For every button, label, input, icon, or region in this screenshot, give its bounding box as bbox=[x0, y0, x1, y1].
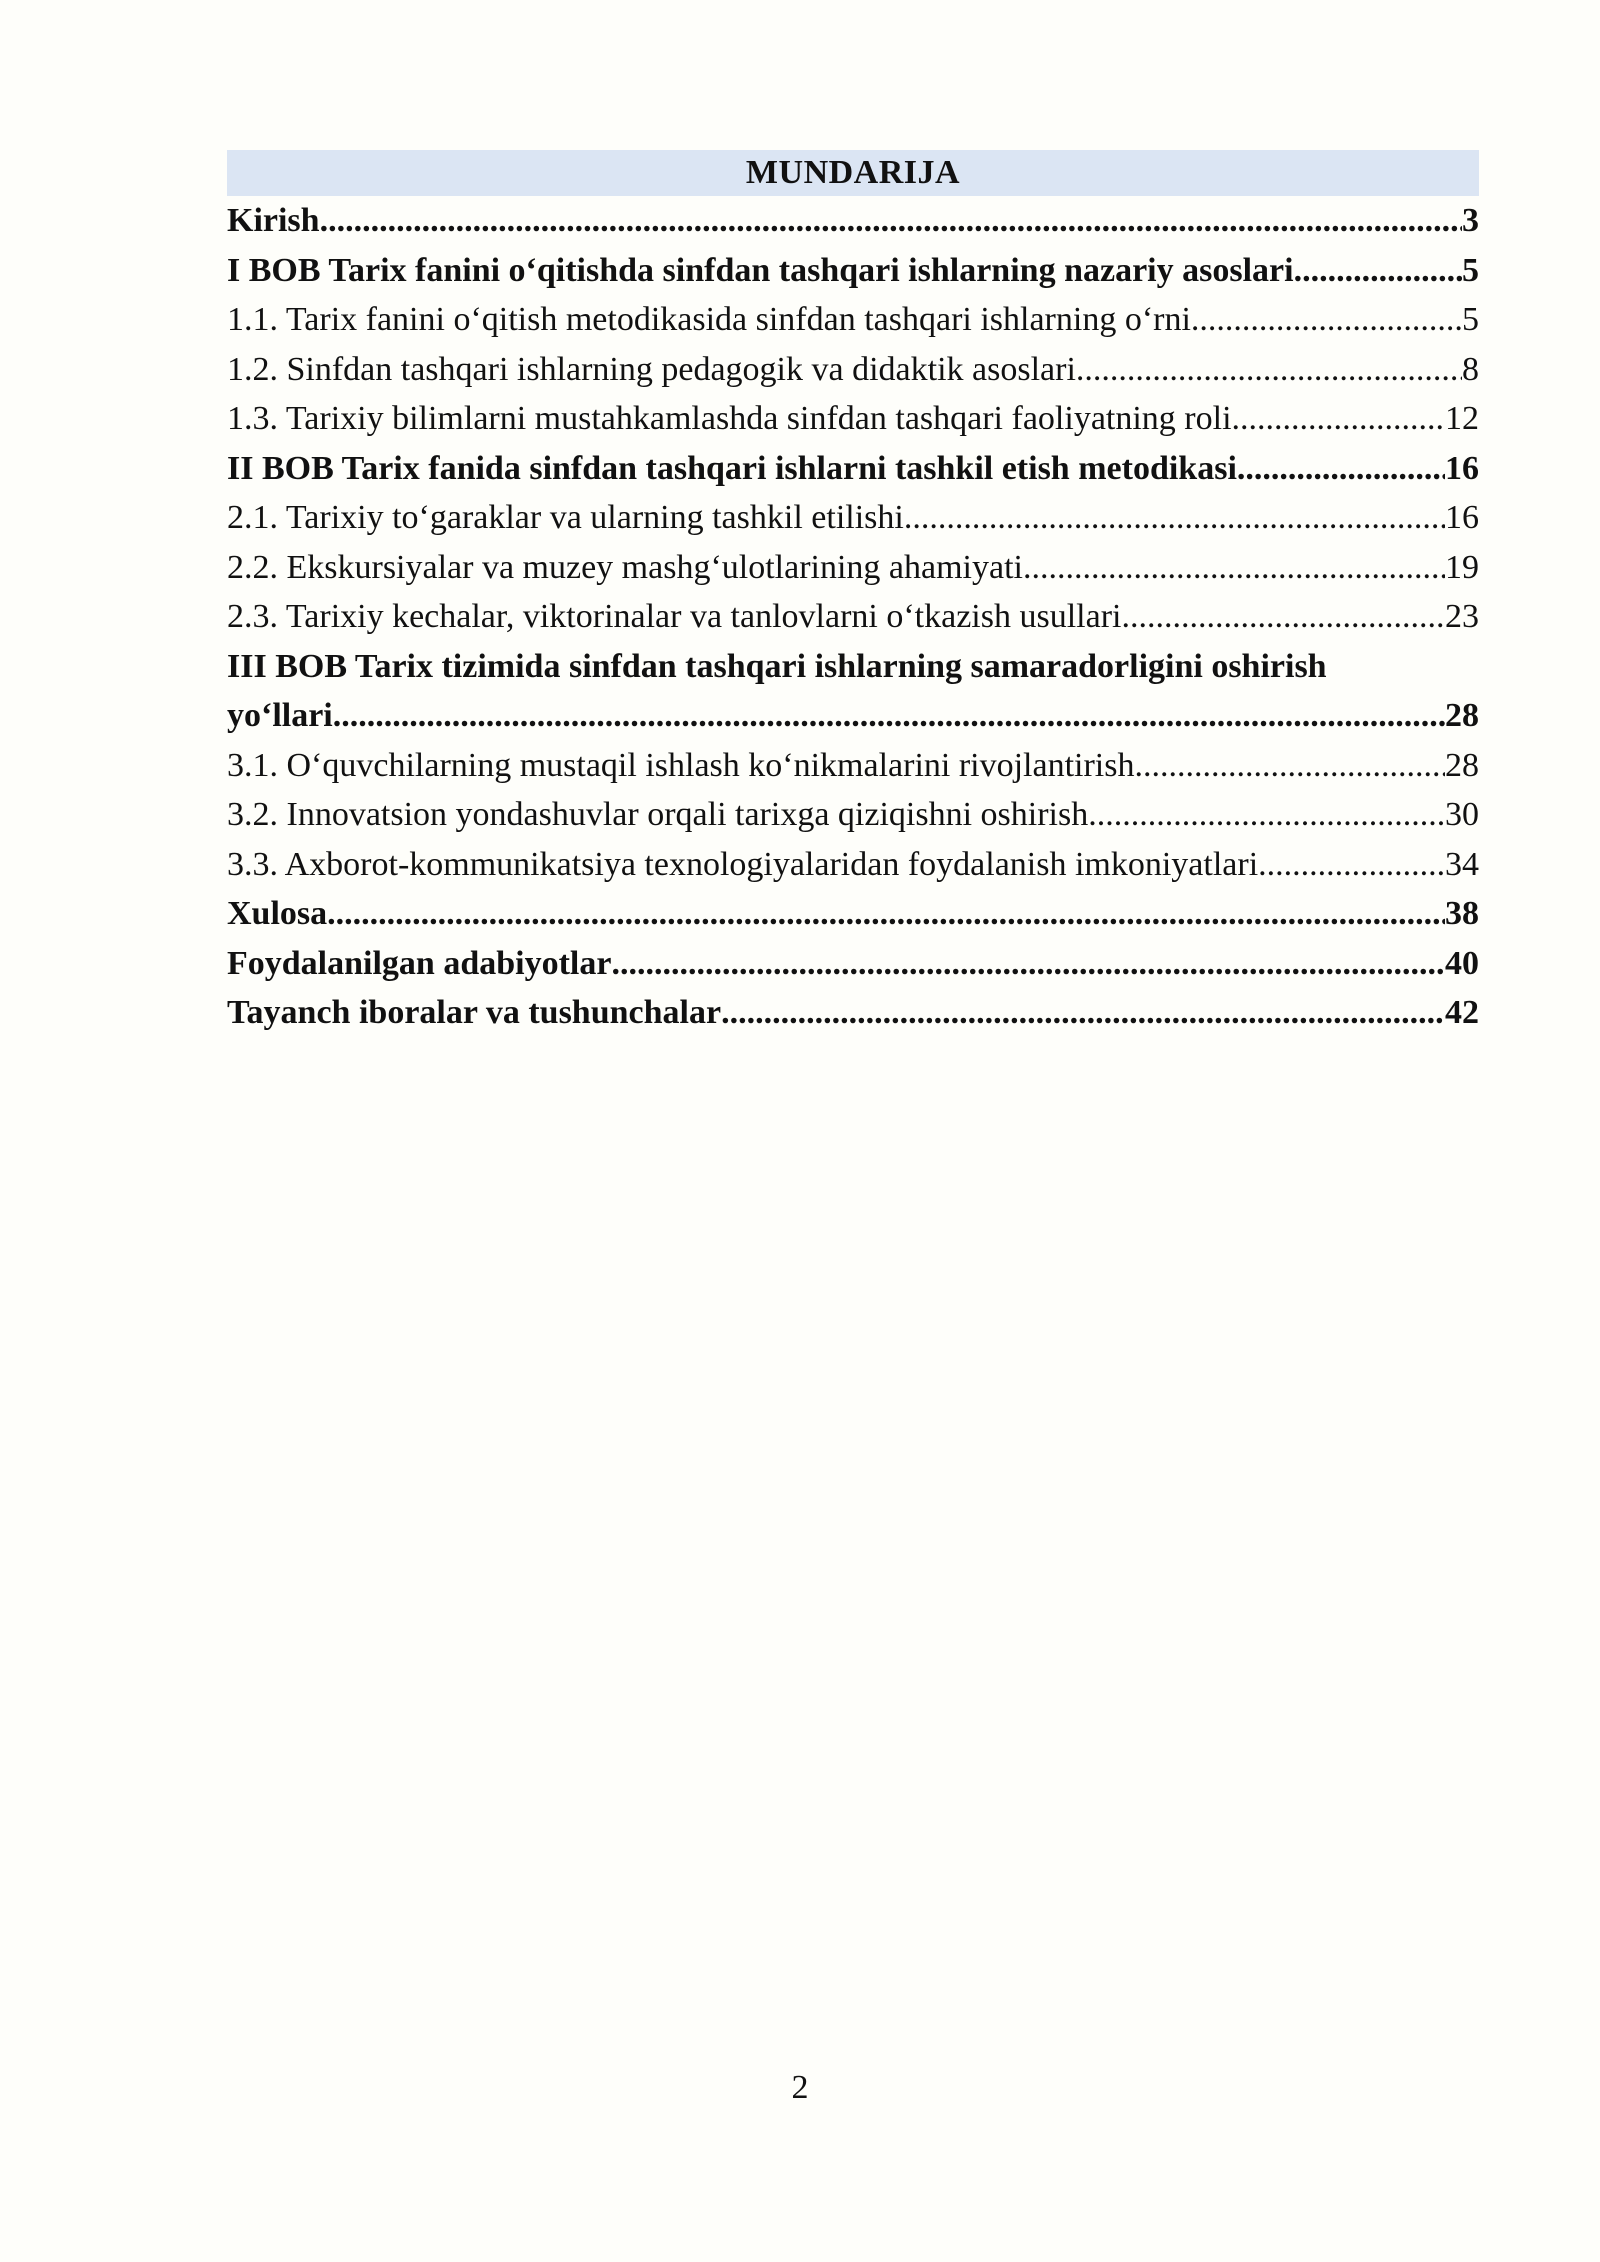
toc-entry-title: 3.2. Innovatsion yondashuvlar orqali tarixga qiziqishni oshirish bbox=[227, 796, 1089, 833]
toc-dot-leader bbox=[1076, 345, 1462, 395]
toc-entry[interactable] bbox=[227, 939, 1479, 989]
toc-entry-page: 23 bbox=[1445, 598, 1479, 635]
toc-entry-title: 2.1. Tarixiy to‘garaklar va ularning tashkil etilishi bbox=[227, 499, 904, 536]
toc-dot-leader bbox=[1023, 543, 1445, 593]
toc-entry-title: 2.3. Tarixiy kechalar, viktorinalar va tanlovlarni o‘tkazish usullari bbox=[227, 598, 1122, 635]
toc-entry-title: I BOB Tarix fanini o‘qitishda sinfdan tashqari ishlarning nazariy asoslari bbox=[227, 251, 1294, 289]
table-of-contents bbox=[227, 150, 1479, 1038]
toc-entry-title: 2.2. Ekskursiyalar va muzey mashg‘ulotlarining ahamiyati bbox=[227, 548, 1023, 586]
toc-entry[interactable] bbox=[227, 889, 1479, 939]
toc-entry-page: 12 bbox=[1445, 400, 1479, 437]
toc-entry-title: Kirish bbox=[227, 202, 320, 239]
toc-entry-title: 3.3. Axborot-kommunikatsiya texnologiyalaridan foydalanish imkoniyatlari bbox=[227, 845, 1259, 883]
toc-entry-continuation bbox=[227, 691, 1479, 741]
toc-entry-title-line1: III BOB Tarix tizimida sinfdan tashqari ishlarning samaradorligini oshirish bbox=[227, 647, 1327, 685]
toc-entry[interactable] bbox=[227, 790, 1479, 840]
toc-entry-page: 30 bbox=[1445, 796, 1479, 833]
page-number: 2 bbox=[791, 2069, 809, 2106]
toc-dot-leader bbox=[1294, 246, 1462, 296]
toc-entry[interactable] bbox=[227, 196, 1479, 246]
toc-entry[interactable] bbox=[227, 988, 1479, 1038]
toc-dot-leader bbox=[1258, 840, 1445, 890]
toc-dot-leader bbox=[611, 939, 1445, 989]
toc-entry-page: 3 bbox=[1462, 202, 1479, 239]
toc-entry-title: Xulosa bbox=[227, 895, 328, 932]
toc-entry[interactable] bbox=[227, 394, 1479, 444]
toc-entry-page: 28 bbox=[1445, 697, 1479, 734]
toc-entry-title: Tayanch iboralar va tushunchalar bbox=[227, 994, 722, 1031]
toc-entry-page: 16 bbox=[1445, 499, 1479, 536]
toc-entry[interactable] bbox=[227, 444, 1479, 494]
toc-dot-leader bbox=[1121, 592, 1445, 642]
toc-entry-page: 8 bbox=[1462, 350, 1479, 388]
toc-entry[interactable] bbox=[227, 246, 1479, 296]
toc-dot-leader bbox=[320, 196, 1462, 246]
toc-dot-leader bbox=[327, 889, 1445, 939]
toc-entry[interactable] bbox=[227, 741, 1479, 791]
toc-heading: MUNDARIJA bbox=[227, 150, 1479, 196]
toc-dot-leader bbox=[904, 493, 1445, 543]
toc-dot-leader bbox=[1134, 741, 1445, 791]
toc-dot-leader bbox=[333, 691, 1445, 741]
toc-dot-leader bbox=[1088, 790, 1445, 840]
toc-entry-title: 1.2. Sinfdan tashqari ishlarning pedagogik va didaktik asoslari bbox=[227, 350, 1076, 388]
toc-entry-title: Foydalanilgan adabiyotlar bbox=[227, 944, 612, 982]
toc-entry[interactable] bbox=[227, 543, 1479, 593]
toc-entry[interactable] bbox=[227, 493, 1479, 543]
toc-entry-page: 42 bbox=[1445, 994, 1479, 1031]
toc-entry-page: 5 bbox=[1462, 251, 1479, 289]
toc-entry-page: 5 bbox=[1462, 301, 1479, 338]
toc-entry-page: 28 bbox=[1445, 746, 1479, 784]
toc-entry-title: yo‘llari bbox=[227, 697, 333, 734]
toc-entry-page: 19 bbox=[1445, 548, 1479, 586]
toc-dot-leader bbox=[721, 988, 1445, 1038]
toc-entry-title: II BOB Tarix fanida sinfdan tashqari ishlarni tashkil etish metodikasi bbox=[227, 449, 1237, 487]
toc-dot-leader bbox=[1232, 394, 1445, 444]
toc-entry-page: 16 bbox=[1445, 449, 1479, 487]
toc-entry[interactable] bbox=[227, 840, 1479, 890]
toc-entry-title: 1.3. Tarixiy bilimlarni mustahkamlashda sinfdan tashqari faoliyatning roli bbox=[227, 400, 1232, 437]
toc-entry[interactable] bbox=[227, 295, 1479, 345]
toc-entry-title: 1.1. Tarix fanini o‘qitish metodikasida sinfdan tashqari ishlarning o‘rni bbox=[227, 301, 1191, 338]
toc-entry-page: 38 bbox=[1445, 895, 1479, 932]
toc-dot-leader bbox=[1191, 295, 1462, 345]
toc-entry[interactable] bbox=[227, 345, 1479, 395]
toc-entry-page: 40 bbox=[1445, 944, 1479, 982]
toc-entry[interactable] bbox=[227, 642, 1479, 741]
toc-dot-leader bbox=[1237, 444, 1445, 494]
toc-entry-page: 34 bbox=[1445, 845, 1479, 883]
toc-entry[interactable] bbox=[227, 592, 1479, 642]
toc-entry-title: 3.1. O‘quvchilarning mustaqil ishlash ko‘nikmalarini rivojlantirish bbox=[227, 746, 1135, 784]
